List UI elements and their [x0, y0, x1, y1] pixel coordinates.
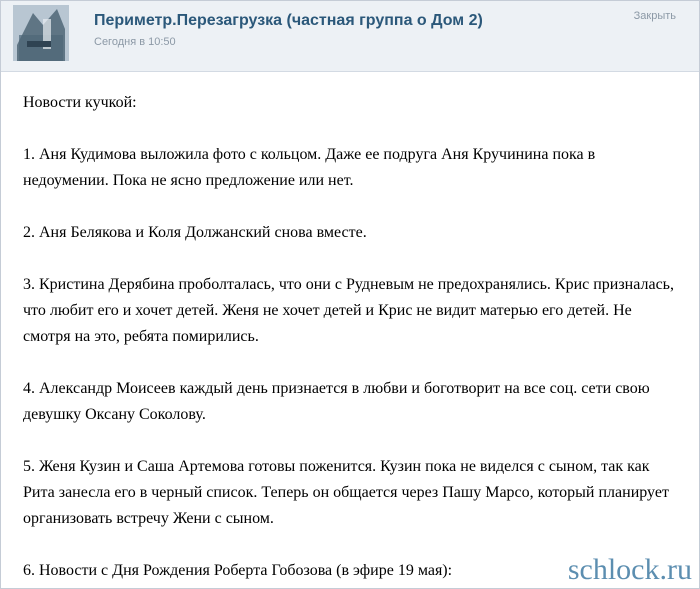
avatar-image-icon — [13, 5, 69, 61]
group-avatar[interactable] — [13, 5, 69, 61]
close-link[interactable]: Закрыть — [633, 10, 676, 22]
group-name[interactable]: Периметр.Перезагрузка (частная группа о Дом 2) — [94, 12, 483, 29]
post-header — [1, 1, 699, 72]
post-time[interactable]: Сегодня в 10:50 — [94, 36, 176, 48]
news-item-6: 6. Новости с Дня Рождения Роберта Гобозова (в эфире 19 мая): — [23, 562, 453, 579]
site-watermark: schlock.ru — [567, 553, 692, 586]
news-item-3: 3. Кристина Дерябина проболталась, что они с Рудневым не предохранялись. Крис призналась, что любит его и хочет детей. Женя не хочет детей и Крис не видит матерью его детей. Не смотря на это, ребята помирились. — [23, 276, 674, 345]
news-item-1: 1. Аня Кудимова выложила фото с кольцом. Даже ее подруга Аня Кручинина пока в недоумении. Пока не ясно предложение или нет. — [23, 146, 596, 189]
post-intro: Новости кучкой: — [23, 94, 137, 111]
news-item-2: 2. Аня Белякова и Коля Должанский снова вместе. — [23, 224, 367, 241]
news-item-4: 4. Александр Моисеев каждый день признается в любви и боготворит на все соц. сети свою девушку Оксану Соколову. — [23, 380, 650, 423]
news-item-5: 5. Женя Кузин и Саша Артемова готовы поженится. Кузин пока не виделся с сыном, так как Рита занесла его в черный список. Теперь он общается через Пашу Марсо, который планирует организовать встречу Жени с сыном. — [23, 458, 669, 527]
post-body — [23, 90, 683, 589]
